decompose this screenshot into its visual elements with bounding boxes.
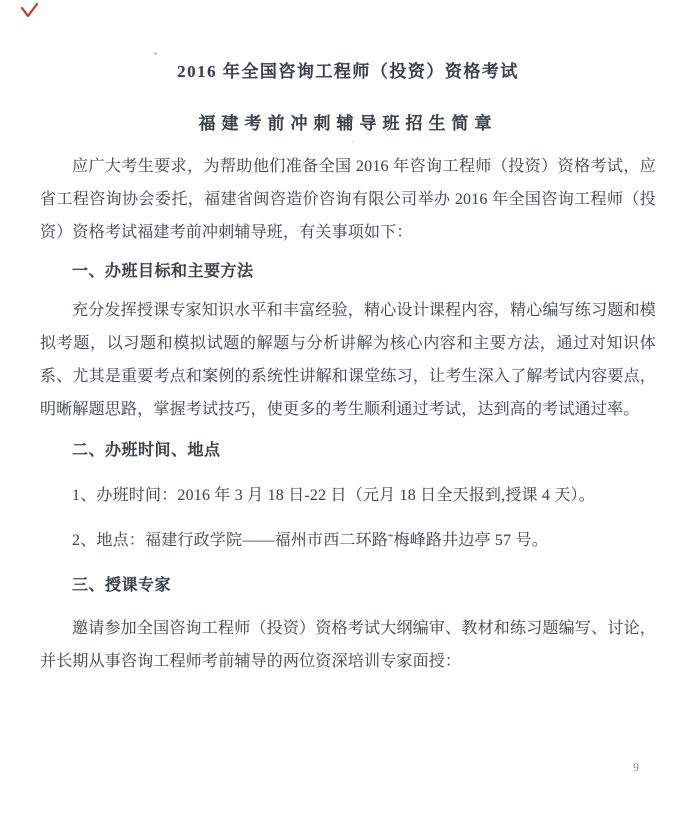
intro-paragraph: 应广大考生要求，为帮助他们准备全国 2016 年咨询工程师（投资）资格考试，应省工程咨询协会委托，福建省闽咨造价咨询有限公司举办 2016 年全国咨询工程师（投资）资格考试福建考前冲刺辅导班，有关事项如下： xyxy=(40,158,656,241)
goals-paragraph: 充分发挥授课专家知识水平和丰富经验，精心设计课程内容，精心编写练习题和模拟考题，以习题和模拟试题的解题与分析讲解为核心内容和主要方法，通过对知识体系、尤其是重要考点和案例的系统性讲解和课堂练习，让考生深入了解考试内容要点，明晰解题思路，掌握考试技巧，使更多的考生顺利通过考试，达到高的考试通过率。 xyxy=(40,302,656,418)
document-subtitle: 福建考前冲刺辅导班招生简章 xyxy=(198,114,498,133)
section-heading-lecturers: 三、授课专家 xyxy=(72,577,172,594)
scan-speck xyxy=(154,52,157,55)
section-heading-time-place: 二、办班时间、地点 xyxy=(72,442,221,459)
schedule-item: 1、办班时间：2016 年 3 月 18 日-22 日（元月 18 日全天报到,授课 4 天）。 xyxy=(72,487,595,504)
red-pen-mark xyxy=(20,2,40,18)
lecturers-paragraph: 邀请参加全国咨询工程师（投资）资格考试大纲编审、教材和练习题编写、讨论，并长期从事咨询工程师考前辅导的两位资深培训专家面授： xyxy=(40,620,656,670)
page-number: 9 xyxy=(633,760,639,774)
document-title: 2016 年全国咨询工程师（投资）资格考试 xyxy=(177,62,519,81)
scan-speck xyxy=(352,141,354,143)
location-item: 2、地点：福建行政学院——福州市西二环路˜梅峰路井边亭 57 号。 xyxy=(72,532,548,549)
section-heading-goals: 一、办班目标和主要方法 xyxy=(72,263,254,280)
